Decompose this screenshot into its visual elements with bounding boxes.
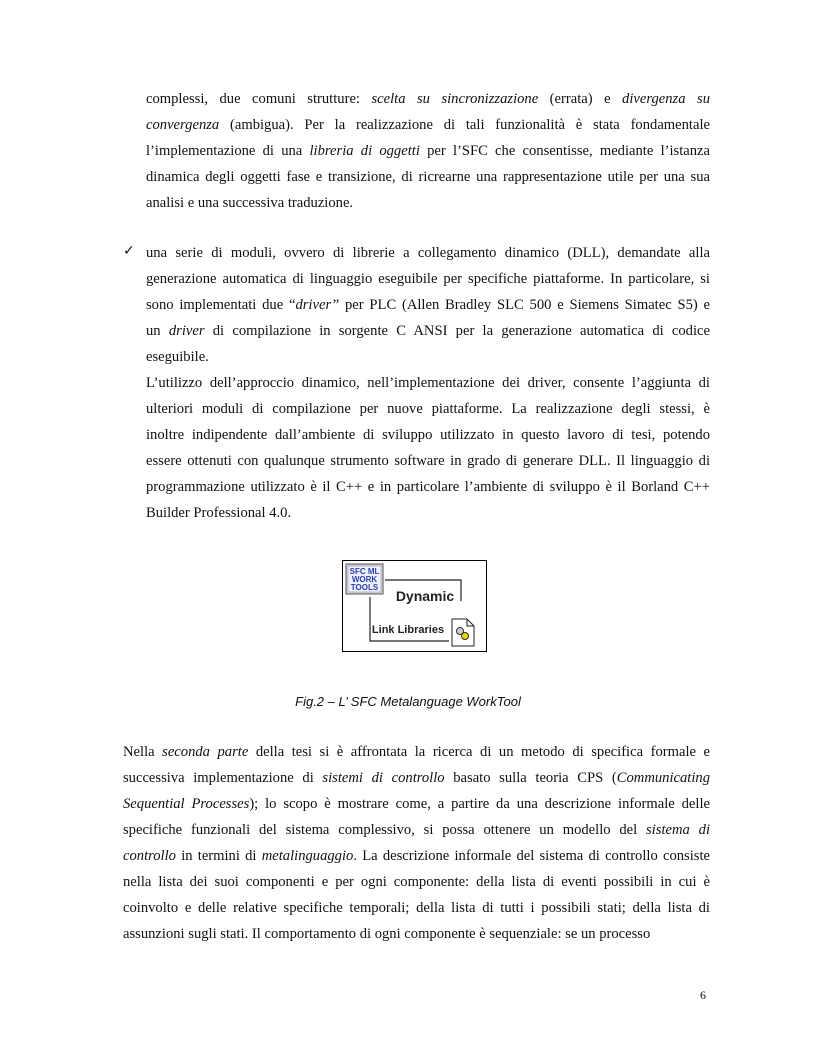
text-line (146, 164, 710, 190)
text-line (123, 921, 710, 947)
italic-text: metalinguaggio (261, 848, 354, 864)
text-run: l’implementazione di una (146, 143, 310, 159)
text-run: inoltre indipendente dall’ambiente di sviluppo utilizzato in questo lavoro di tesi, potendo (146, 427, 710, 443)
text-run: per l’SFC che consentisse, mediante l’istanza (419, 143, 710, 159)
figure-title: Dynamic (395, 588, 455, 604)
figure-caption: Fig.2 – L’ SFC Metalanguage WorkTool (295, 694, 521, 709)
text-line (146, 448, 710, 474)
text-run: un (146, 323, 169, 339)
text-run: una serie di moduli, ovvero di librerie a collegamento dinamico (DLL), demandate alla (146, 245, 710, 261)
text-line (146, 190, 710, 216)
text-line (146, 396, 710, 422)
italic-text: divergenza su (622, 91, 710, 107)
text-line (123, 843, 710, 869)
text-run: essere ottenuti con qualunque strumento software in grado di generare DLL. Il linguaggio di (146, 453, 710, 469)
text-line (146, 318, 710, 344)
dll-file-icon (452, 619, 474, 646)
text-run: assunzioni sugli stati. Il comportamento di ogni componente è sequenziale: se un processo (123, 926, 651, 942)
text-run: analisi e una successiva traduzione. (146, 195, 354, 211)
text-line (146, 344, 710, 370)
text-line (146, 266, 710, 292)
italic-text: libreria di oggetti (309, 143, 420, 159)
text-line (146, 500, 710, 526)
text-line (123, 765, 710, 791)
text-run: specifiche funzionali del sistema complessivo, si possa ottenere un modello del (123, 822, 647, 838)
text-line (146, 292, 710, 318)
paragraph-second-part (123, 739, 710, 947)
text-run: di compilazione in sorgente C ANSI per la generazione automatica di codice (204, 323, 710, 339)
text-line (146, 86, 710, 112)
text-line (123, 791, 710, 817)
text-run: Nella (123, 744, 163, 760)
text-run: ulteriori moduli di compilazione per nuove piattaforme. La realizzazione degli stessi, è (146, 401, 710, 417)
text-run: generazione automatica di linguaggio eseguibile per specifiche piattaforme. In particolare, si (146, 271, 710, 287)
text-run: basato sulla teoria CPS ( (444, 770, 617, 786)
check-mark-icon: ✓ (123, 243, 135, 259)
page-number: 6 (700, 988, 706, 1002)
text-run: per PLC (Allen Bradley SLC 500 e Siemens Simatec S5) e (339, 297, 710, 313)
italic-text: convergenza (146, 117, 220, 133)
text-line (123, 817, 710, 843)
logo-line-2: WORK (351, 575, 378, 584)
text-run: . La descrizione informale del sistema di controllo consiste (353, 848, 710, 864)
paragraph-sfc-structures (146, 86, 710, 216)
text-line (146, 422, 710, 448)
text-line (123, 739, 710, 765)
text-run: ); lo scopo è mostrare come, a partire da una descrizione informale delle (249, 796, 710, 812)
text-line (146, 112, 710, 138)
text-run: (errata) e (538, 91, 623, 107)
logo-line-3: TOOLS (350, 583, 379, 592)
sfc-worktool-logo-icon (346, 564, 383, 594)
italic-text: driver” (295, 297, 340, 313)
figure-subtitle: Link Libraries (371, 624, 445, 636)
bullet-item-dll-modules (146, 240, 710, 526)
italic-text: sistema di (646, 822, 711, 838)
text-line (123, 895, 710, 921)
italic-text: Communicating (616, 770, 711, 786)
text-run: in termini di (175, 848, 262, 864)
text-run: L’utilizzo dell’approccio dinamico, nell’implementazione dei driver, consente l’aggiunta di (146, 375, 710, 391)
text-line (123, 869, 710, 895)
text-line (146, 474, 710, 500)
text-run: dinamica degli oggetti fase e transizione, di ricrearne una rappresentazione utile per una sua (146, 169, 710, 185)
logo-line-1: SFC ML (349, 567, 380, 576)
text-run: nella lista dei suoi componenti e per ogni componente: della lista di eventi possibili in cui è (123, 874, 710, 890)
italic-text: seconda parte (162, 744, 249, 760)
text-run: coinvolto e delle relative specifiche temporali; della lista di tutti i possibili stati; della lista di (123, 900, 710, 916)
italic-text: sistemi di controllo (322, 770, 445, 786)
italic-text: driver (168, 323, 205, 339)
italic-text: Sequential Processes (123, 796, 250, 812)
text-line (146, 370, 710, 396)
text-line (146, 138, 710, 164)
text-run: eseguibile. (146, 349, 209, 365)
text-run: complessi, due comuni strutture: (146, 91, 372, 107)
text-line (146, 240, 710, 266)
figure-dynamic-link-libraries (342, 560, 487, 652)
text-run: (ambigua). Per la realizzazione di tali funzionalità è stata fondamentale (219, 117, 710, 133)
text-run: della tesi si è affrontata la ricerca di un metodo di specifica formale e (248, 744, 710, 760)
italic-text: controllo (123, 848, 176, 864)
text-run: successiva implementazione di (123, 770, 323, 786)
dll-diagram (343, 561, 486, 651)
text-run: Builder Professional 4.0. (146, 505, 292, 521)
text-run: programmazione utilizzato è il C++ e in particolare l’ambiente di sviluppo è il Borland C++ (146, 479, 710, 495)
italic-text: scelta su sincronizzazione (371, 91, 539, 107)
text-run: sono implementati due “ (146, 297, 296, 313)
